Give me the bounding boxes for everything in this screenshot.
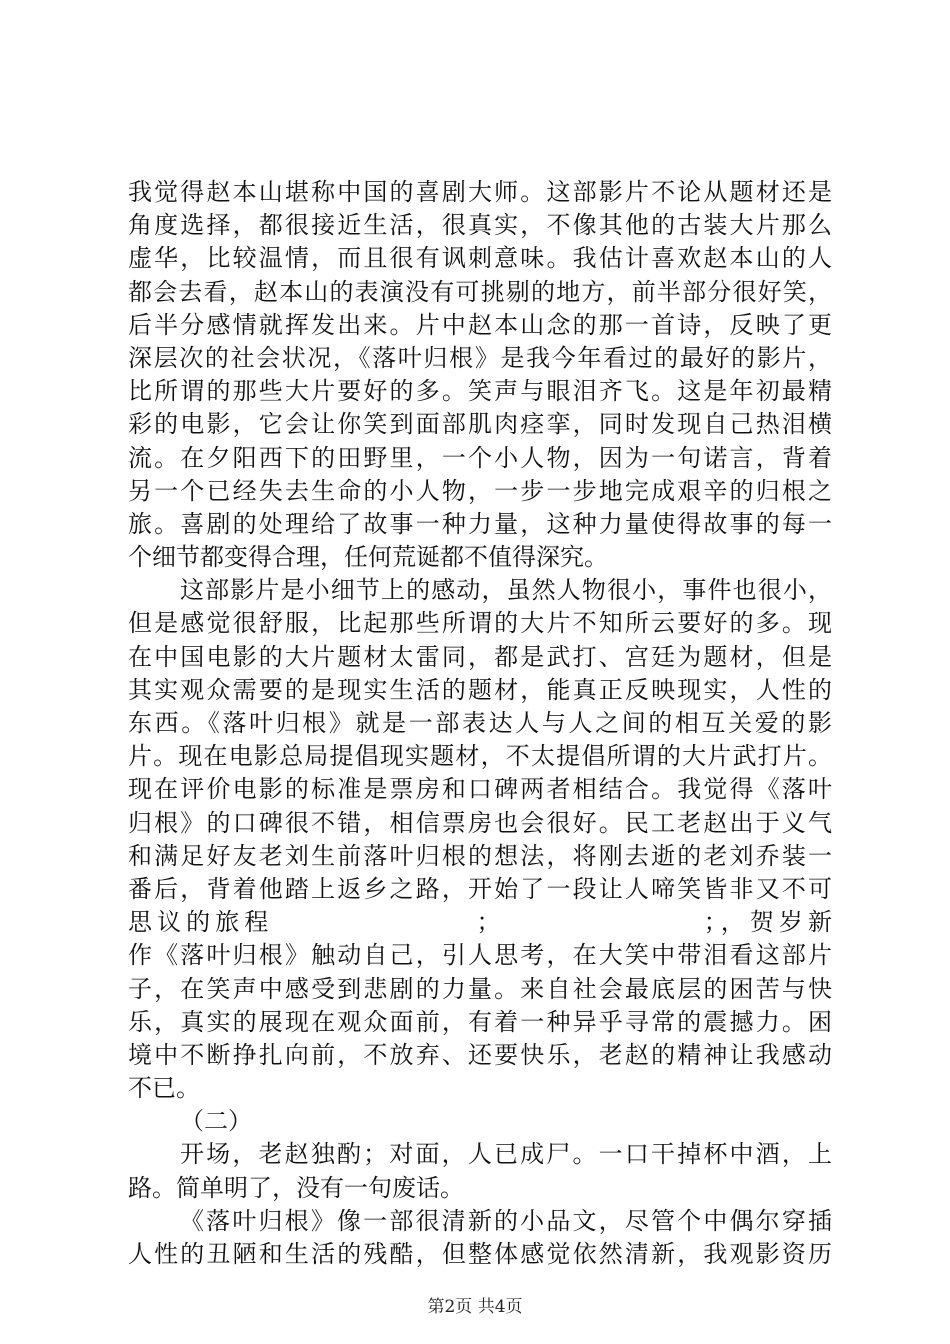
text-line: 不已。	[128, 1074, 200, 1103]
section-heading: （二）	[180, 1107, 252, 1136]
text-line: 但是感觉很舒服，比起那些所谓的大片不知所云要好的多。现	[128, 609, 832, 638]
page-number: 第2页 共4页	[427, 1297, 523, 1317]
text-line: 现在评价电影的标准是票房和口碑两者相结合。我觉得《落叶	[128, 775, 832, 804]
text-line: 深层次的社会状况，《落叶归根》是我今年看过的最好的影片，	[128, 343, 832, 372]
text-line: 旅。喜剧的处理给了故事一种力量，这种力量使得故事的每一	[128, 509, 832, 538]
text-line: 和满足好友老刘生前落叶归根的想法，将刚去逝的老刘乔装一	[128, 841, 832, 870]
text-line: 乐，真实的展现在观众面前，有着一种异乎寻常的震撼力。困	[128, 1007, 832, 1036]
text-line: 都会去看，赵本山的表演没有可挑剔的地方，前半部分很好笑，	[128, 277, 832, 306]
text-line: 彩的电影，它会让你笑到面部肌肉痉挛，同时发现自己热泪横	[128, 410, 832, 439]
text-line: 东西。《落叶归根》就是一部表达人与人之间的相互关爱的影	[128, 709, 832, 737]
text-line: 归根》的口碑很不错，相信票房也会很好。民工老赵出于义气	[128, 808, 832, 837]
text-line: 后半分感情就挥发出来。片中赵本山念的那一首诗，反映了更	[128, 310, 832, 339]
text-line: 开场，老赵独酌；对面，人已成尸。一口干掉杯中酒，上	[180, 1140, 832, 1169]
text-line: 比所谓的那些大片要好的多。笑声与眼泪齐飞。这是年初最精	[128, 377, 832, 406]
text-line: 境中不断挣扎向前，不放弃、还要快乐，老赵的精神让我感动	[128, 1040, 832, 1069]
text-line: 在中国电影的大片题材太雷同，都是武打、宫廷为题材，但是	[128, 642, 832, 671]
text-line: 路。简单明了，没有一句废话。	[128, 1173, 464, 1202]
text-line: 番后，背着他踏上返乡之路，开始了一段让人啼笑皆非又不可	[128, 874, 832, 903]
text-line: 思议的旅程 ； ；，贺岁新	[128, 908, 832, 937]
text-line: 个细节都变得合理，任何荒诞都不值得深究。	[128, 543, 608, 572]
page-footer	[0, 1296, 950, 1318]
text-line: 角度选择，都很接近生活，很真实，不像其他的古装大片那么	[128, 211, 832, 240]
text-line: 其实观众需要的是现实生活的题材，能真正反映现实，人性的	[128, 675, 832, 704]
document-body	[128, 176, 832, 1271]
text-line: 片。现在电影总局提倡现实题材，不太提倡所谓的大片武打片。	[128, 742, 832, 771]
text-line: 《落叶归根》像一部很清新的小品文，尽管个中偶尔穿插	[180, 1206, 832, 1235]
text-line: 这部影片是小细节上的感动，虽然人物很小，事件也很小，	[180, 576, 832, 605]
text-line: 虚华，比较温情，而且很有讽刺意味。我估计喜欢赵本山的人	[128, 244, 832, 273]
text-line: 作《落叶归根》触动自己，引人思考，在大笑中带泪看这部片	[128, 941, 832, 970]
text-line: 子，在笑声中感受到悲剧的力量。来自社会最底层的困苦与快	[128, 974, 832, 1003]
text-line: 流。在夕阳西下的田野里，一个小人物，因为一句诺言，背着	[128, 443, 832, 472]
text-line: 另一个已经失去生命的小人物，一步一步地完成艰辛的归根之	[128, 476, 832, 505]
text-line: 人性的丑陋和生活的残酷，但整体感觉依然清新，我观影资历	[128, 1240, 832, 1268]
text-line: 我觉得赵本山堪称中国的喜剧大师。这部影片不论从题材还是	[128, 178, 832, 206]
